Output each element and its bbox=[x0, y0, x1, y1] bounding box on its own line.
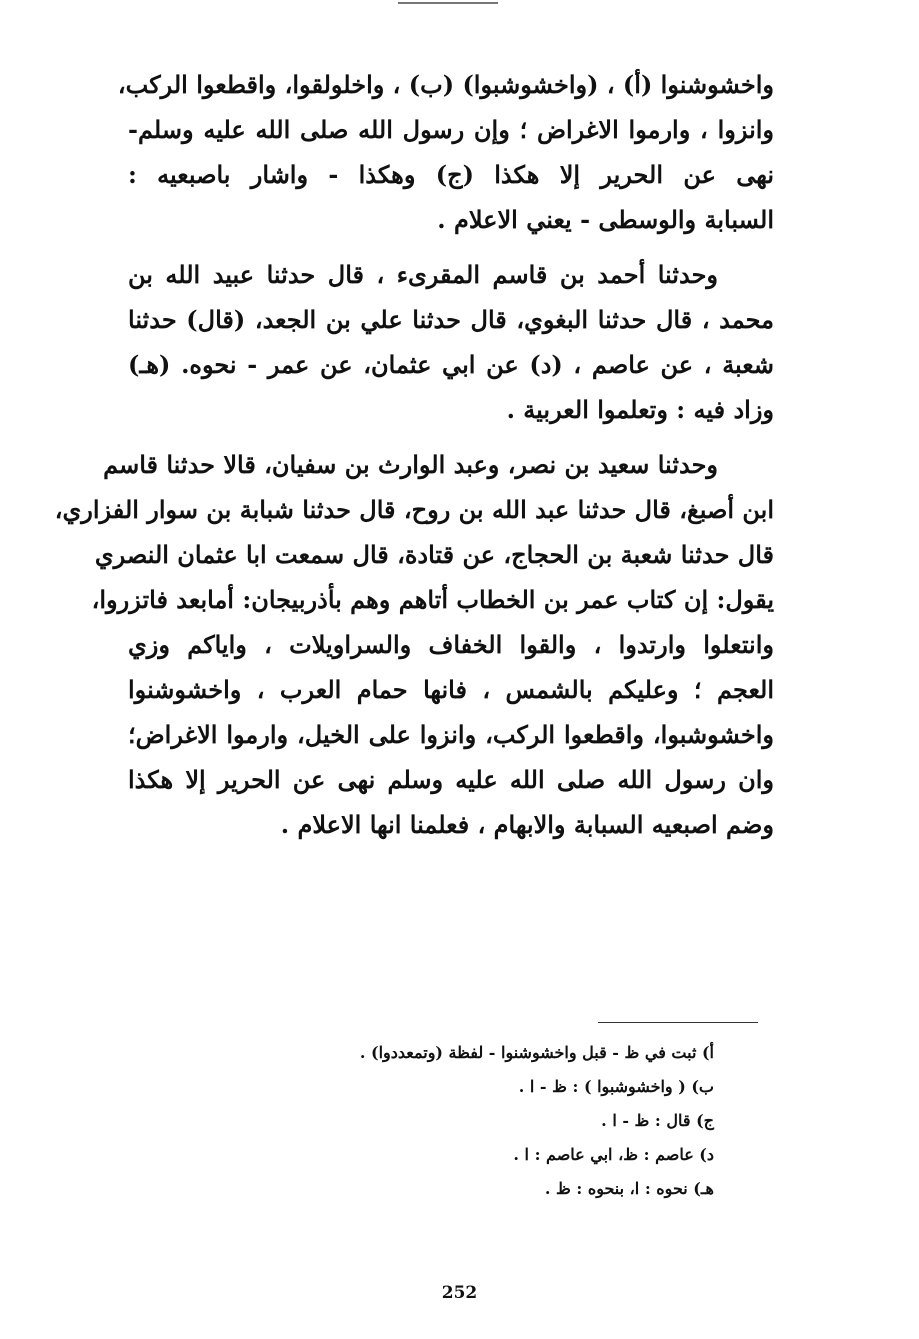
text-line: نهى عن الحرير إلا هكذا (ج) وهكذا - واشار باصبعيه : bbox=[128, 160, 774, 189]
footnote: ج) قال : ظ - ا . bbox=[601, 1111, 714, 1130]
text-line: محمد ، قال حدثنا البغوي، قال حدثنا علي بن الجعد، (قال) حدثنا bbox=[128, 305, 775, 334]
top-rule bbox=[398, 2, 498, 4]
footnote: د) عاصم : ظ، ابي عاصم : ا . bbox=[513, 1145, 714, 1164]
text-line: وحدثنا أحمد بن قاسم المقرىء ، قال حدثنا عبيد الله بن bbox=[128, 260, 718, 289]
text-line: العجم ؛ وعليكم بالشمس ، فانها حمام العرب ، واخشوشنوا bbox=[128, 675, 774, 704]
text-line: شعبة ، عن عاصم ، (د) عن ابي عثمان، عن عمر - نحوه. (هـ) bbox=[128, 350, 774, 379]
text-line: وانتعلوا وارتدوا ، والقوا الخفاف والسراويلات ، واياكم وزي bbox=[128, 630, 774, 659]
text-line: وضم اصبعيه السبابة والابهام ، فعلمنا انها الاعلام . bbox=[280, 810, 774, 839]
text-line: وانزوا ، وارموا الاغراض ؛ وإن رسول الله صلى الله عليه وسلم- bbox=[128, 115, 775, 144]
footnotes bbox=[244, 1036, 714, 1206]
text-line: السبابة والوسطى - يعني الاعلام . bbox=[437, 205, 774, 234]
paragraph-2 bbox=[128, 252, 774, 432]
paragraph-3 bbox=[54, 442, 774, 847]
text-line: يقول: إن كتاب عمر بن الخطاب أتاهم وهم بأذربيجان: أمابعد فاتزروا، bbox=[91, 585, 774, 614]
text-line: قال حدثنا شعبة بن الحجاج، عن قتادة، قال سمعت ابا عثمان النصري bbox=[94, 540, 774, 569]
text-line: وحدثنا سعيد بن نصر، وعبد الوارث بن سفيان، قالا حدثنا قاسم bbox=[103, 450, 718, 479]
page-number: 252 bbox=[441, 1283, 478, 1303]
footnote-separator bbox=[598, 1022, 758, 1023]
paragraph-1 bbox=[117, 62, 775, 242]
footnote: أ) ثبت في ظ - قبل واخشوشنوا - لفظة (وتمعددوا) . bbox=[359, 1043, 714, 1062]
text-line: واخشوشنوا (أ) ، (واخشوشبوا) (ب) ، واخلولقوا، واقطعوا الركب، bbox=[117, 70, 774, 99]
text-line: واخشوشبوا، واقطعوا الركب، وانزوا على الخيل، وارموا الاغراض؛ bbox=[128, 720, 774, 749]
footnote: ب) ( واخشوشبوا ) : ظ - ا . bbox=[518, 1077, 714, 1096]
text-line: وزاد فيه : وتعلموا العربية . bbox=[506, 395, 774, 424]
page-body bbox=[54, 62, 775, 857]
text-line: وان رسول الله صلى الله عليه وسلم نهى عن الحرير إلا هكذا bbox=[128, 765, 774, 794]
footnote: هـ) نحوه : ا، بنحوه : ظ . bbox=[544, 1179, 714, 1198]
text-line: ابن أصبغ، قال حدثنا عبد الله بن روح، قال حدثنا شبابة بن سوار الفزاري، bbox=[54, 495, 774, 524]
